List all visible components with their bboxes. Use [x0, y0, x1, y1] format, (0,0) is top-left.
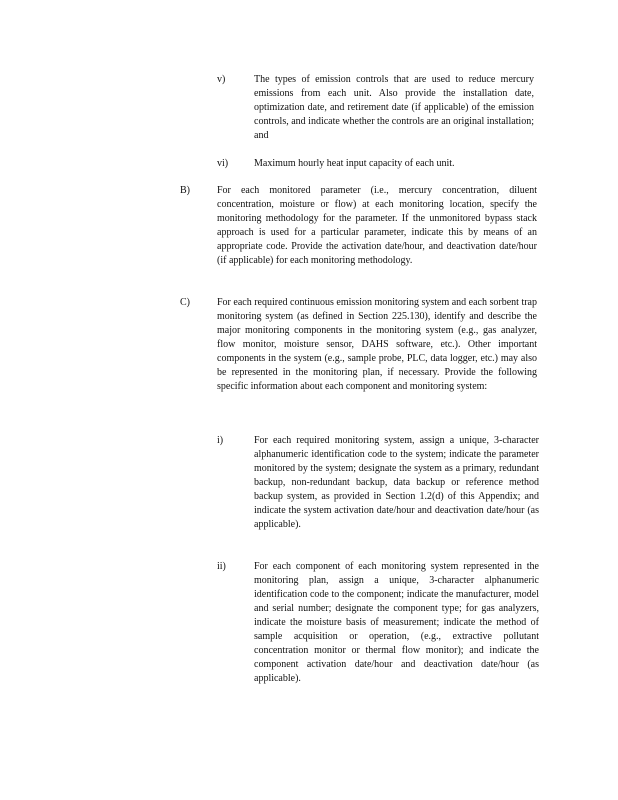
section-label: B) [180, 185, 190, 196]
item-text: For each component of each monitoring system represented in the monitoring plan, assign a unique, 3-character alphanumeric identification code to the component; indicate the manufacturer, model and serial number; designate the component type; for gas analyzers, indicate the moisture basis of measurement; indicate the method of sample acquisition or operation, (e.g., extractive pollutant concentration monitor or thermal flow monitor); and indicate the component activation date/hour and deactivation date/hour (as applicable). [254, 561, 539, 684]
item-label: i) [217, 435, 224, 446]
item-label: v) [217, 74, 226, 85]
item-label: vi) [217, 158, 229, 169]
section-label: C) [180, 297, 190, 308]
item-text: The types of emission controls that are used to reduce mercury emissions from each unit. Also provide the installation date, optimization date, and retirement date (if applicable) of the emission controls, and indicate whether the controls are an original installation; and [254, 74, 534, 141]
section-text: For each monitored parameter (i.e., mercury concentration, diluent concentration, moisture or flow) at each monitoring location, specify the monitoring methodology for the parameter. If the unmonitored bypass stack approach is used for a particular parameter, indicate this by means of an appropriate code. Provide the activation date/hour, and deactivation date/hour (if applicable) for each monitoring methodology. [217, 185, 537, 266]
item-text: For each required monitoring system, assign a unique, 3-character alphanumeric identification code to the system; indicate the parameter monitored by the system; designate the system as a primary, redundant backup, non-redundant backup, data backup or reference method backup system, as provided in Section 1.2(d) of this Appendix; and indicate the system activation date/hour and deactivation date/hour (as applicable). [254, 435, 539, 530]
section-text: For each required continuous emission monitoring system and each sorbent trap monitoring system (as defined in Section 225.130), identify and describe the major monitoring components in the monitoring system (e.g., gas analyzer, flow monitor, moisture sensor, DAHS software, etc.). Other important components in the system (e.g., sample probe, PLC, data logger, etc.) may also be represented in the monitoring plan, if necessary. Provide the following specific information about each component and monitoring system: [217, 297, 537, 392]
item-label: ii) [217, 561, 226, 572]
item-text: Maximum hourly heat input capacity of each unit. [254, 158, 455, 169]
